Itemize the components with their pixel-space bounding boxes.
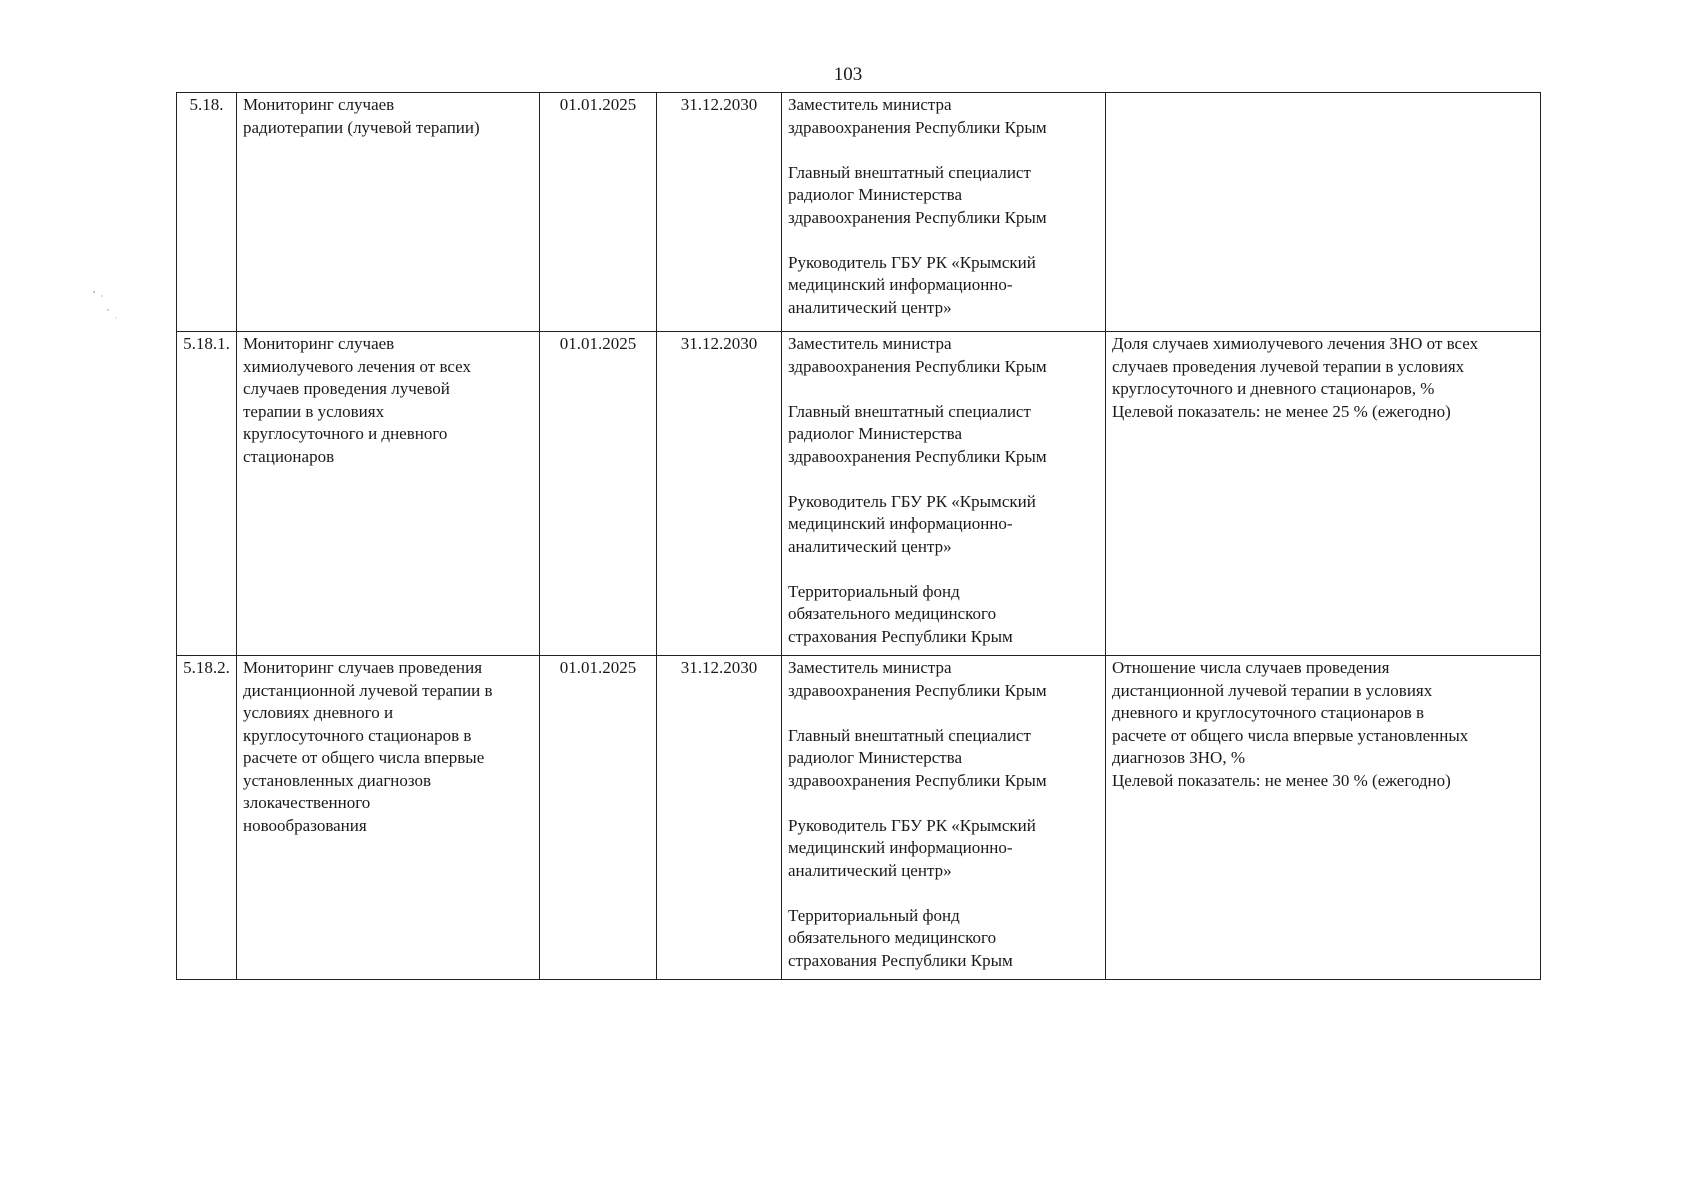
responsible-line: Руководитель ГБУ РК «Крымский — [788, 252, 1036, 272]
responsible-line: Главный внештатный специалист — [788, 401, 1031, 421]
activity-line: радиотерапии (лучевой терапии) — [243, 117, 480, 137]
responsible-line: Руководитель ГБУ РК «Крымский — [788, 491, 1036, 511]
responsible-line: обязательного медицинского — [788, 604, 997, 623]
end-date-cell — [657, 656, 782, 980]
activity-line: случаев проведения лучевой — [243, 379, 450, 398]
responsible-line: радиолог Министерства — [788, 748, 963, 767]
end-date: 31.12.2030 — [680, 658, 758, 677]
responsible-line: Территориальный фонд — [788, 581, 960, 601]
item-number-cell — [177, 93, 237, 332]
activity-line: химиолучевого лечения от всех — [243, 356, 471, 376]
responsible-line: Заместитель министра — [788, 334, 952, 353]
activity-line: круглосуточного и дневного — [243, 424, 448, 443]
page-number: 103 — [833, 64, 863, 85]
end-date-cell — [657, 93, 782, 332]
item-number: 5.18. — [189, 95, 224, 114]
indicator-line: Доля случаев химиолучевого лечения ЗНО от всех — [1112, 334, 1479, 353]
responsible-line: здравоохранения Республики Крым — [788, 117, 1047, 137]
responsible-line: Заместитель министра — [788, 658, 952, 677]
activity-line: дистанционной лучевой терапии в — [243, 680, 493, 700]
start-date-cell — [540, 93, 657, 332]
indicator-line: круглосуточного и дневного стационаров, % — [1112, 379, 1435, 398]
responsible-line: Главный внештатный специалист — [788, 162, 1031, 182]
activities-table — [176, 92, 1541, 980]
end-date-cell — [657, 332, 782, 656]
start-date: 01.01.2025 — [559, 334, 637, 353]
activity-line: злокачественного — [243, 793, 371, 812]
responsible-line: обязательного медицинского — [788, 928, 997, 947]
item-number-cell — [177, 656, 237, 980]
responsible-person — [788, 333, 1099, 378]
responsible-line: аналитический центр» — [788, 536, 952, 556]
table-row — [177, 93, 1541, 332]
responsible-cell — [782, 656, 1106, 980]
indicator-line: дневного и круглосуточного стационаров в — [1112, 703, 1425, 722]
responsible-person — [788, 162, 1099, 230]
responsible-line: аналитический центр» — [788, 297, 952, 317]
activity-line: условиях дневного и — [243, 703, 394, 722]
responsible-line: медицинский информационно- — [788, 838, 1013, 857]
indicator-line: Целевой показатель: не менее 25 % (ежегодно) — [1112, 401, 1451, 421]
indicator-line: случаев проведения лучевой терапии в условиях — [1112, 356, 1465, 376]
responsible-line: здравоохранения Республики Крым — [788, 446, 1047, 466]
start-date-cell — [540, 332, 657, 656]
responsible-line: Территориальный фонд — [788, 905, 960, 925]
activity-cell — [237, 332, 540, 656]
responsible-person — [788, 657, 1099, 702]
responsible-line: здравоохранения Республики Крым — [788, 207, 1047, 227]
activity-line: терапии в условиях — [243, 401, 385, 421]
responsible-line: радиолог Министерства — [788, 424, 963, 443]
indicator-line: Отношение числа случаев проведения — [1112, 658, 1390, 677]
responsible-person — [788, 581, 1099, 649]
indicator-cell — [1106, 93, 1541, 332]
indicator-line: Целевой показатель: не менее 30 % (ежегодно) — [1112, 770, 1451, 790]
responsible-person — [788, 905, 1099, 973]
activity-line: расчете от общего числа впервые — [243, 748, 485, 767]
responsible-person — [788, 815, 1099, 883]
end-date: 31.12.2030 — [680, 95, 758, 114]
activity-cell — [237, 93, 540, 332]
start-date: 01.01.2025 — [559, 95, 637, 114]
responsible-person — [788, 94, 1099, 139]
activity-cell — [237, 656, 540, 980]
responsible-line: страхования Республики Крым — [788, 626, 1013, 646]
activity-line: новообразования — [243, 815, 367, 835]
table-body — [177, 93, 1541, 980]
responsible-line: медицинский информационно- — [788, 514, 1013, 533]
responsible-line: медицинский информационно- — [788, 275, 1013, 294]
activity-line: стационаров — [243, 446, 335, 466]
responsible-person — [788, 252, 1099, 320]
responsible-line: здравоохранения Республики Крым — [788, 680, 1047, 700]
responsible-line: Руководитель ГБУ РК «Крымский — [788, 815, 1036, 835]
responsible-cell — [782, 93, 1106, 332]
table-row — [177, 332, 1541, 656]
indicator-line: расчете от общего числа впервые установленных — [1112, 725, 1469, 745]
activity-line: Мониторинг случаев — [243, 95, 395, 114]
start-date: 01.01.2025 — [559, 658, 637, 677]
scan-specks — [90, 280, 130, 340]
indicator-line: дистанционной лучевой терапии в условиях — [1112, 680, 1433, 700]
item-number-cell — [177, 332, 237, 656]
responsible-person — [788, 725, 1099, 793]
responsible-line: Главный внештатный специалист — [788, 725, 1031, 745]
responsible-line: аналитический центр» — [788, 860, 952, 880]
responsible-line: здравоохранения Республики Крым — [788, 770, 1047, 790]
responsible-person — [788, 491, 1099, 559]
responsible-line: Заместитель министра — [788, 95, 952, 114]
indicator-cell — [1106, 656, 1541, 980]
responsible-cell — [782, 332, 1106, 656]
start-date-cell — [540, 656, 657, 980]
responsible-line: радиолог Министерства — [788, 185, 963, 204]
activity-line: Мониторинг случаев проведения — [243, 658, 483, 677]
table-row — [177, 656, 1541, 980]
item-number: 5.18.2. — [183, 658, 230, 677]
activity-line: Мониторинг случаев — [243, 334, 395, 353]
responsible-line: страхования Республики Крым — [788, 950, 1013, 970]
responsible-line: здравоохранения Республики Крым — [788, 356, 1047, 376]
end-date: 31.12.2030 — [680, 334, 758, 353]
activity-line: установленных диагнозов — [243, 770, 432, 790]
indicator-cell — [1106, 332, 1541, 656]
responsible-person — [788, 401, 1099, 469]
item-number: 5.18.1. — [183, 334, 230, 353]
activity-line: круглосуточного стационаров в — [243, 725, 472, 745]
indicator-line: диагнозов ЗНО, % — [1112, 748, 1245, 767]
